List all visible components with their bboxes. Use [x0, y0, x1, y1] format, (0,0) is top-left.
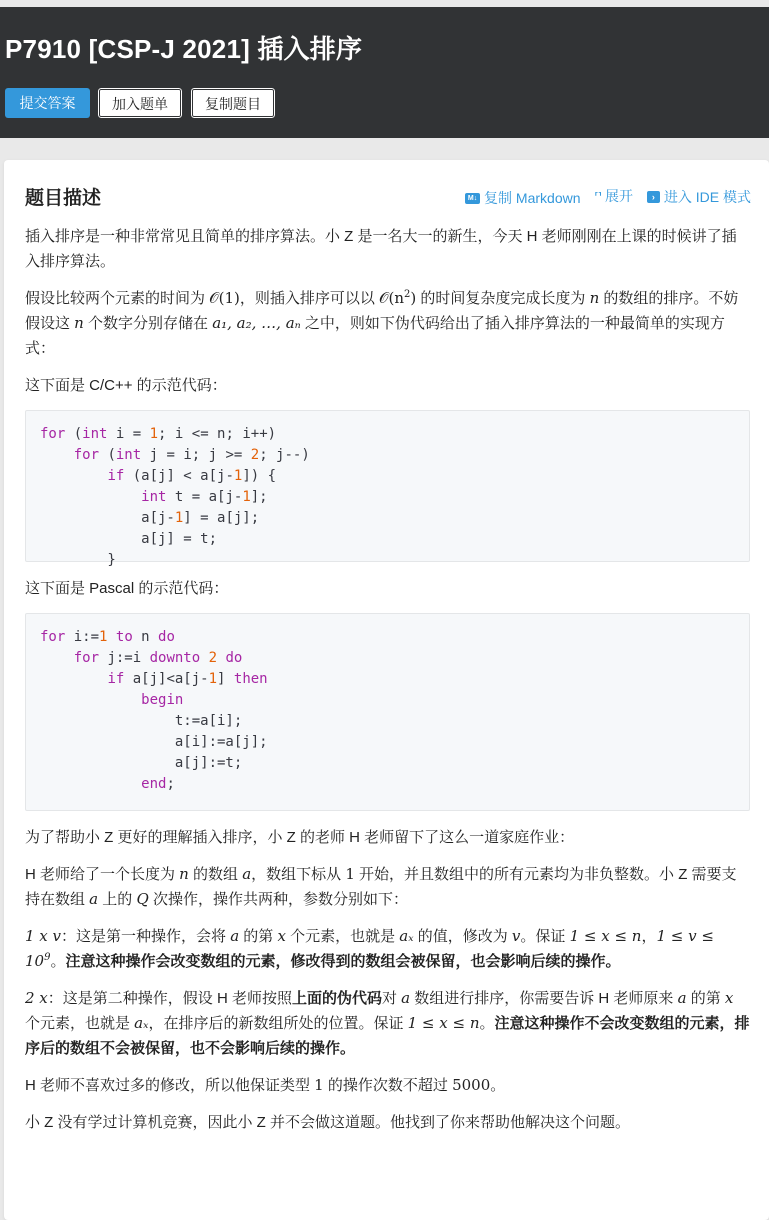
- paragraph-homework: 为了帮助小 Z 更好的理解插入排序，小 Z 的老师 H 老师留下了这么一道家庭作业：: [25, 829, 575, 846]
- code-line: if a[j]<a[j-1] then: [107, 671, 268, 687]
- problem-header: [0, 7, 769, 138]
- code-line: for (int j = i; j >= 2; j--): [73, 447, 310, 463]
- code-line: if (a[j] < a[j-1]) {: [107, 468, 277, 484]
- problem-description: [25, 224, 750, 1147]
- expand-icon: ⸢⸣: [594, 190, 601, 203]
- math-limit: 5000: [452, 1076, 491, 1094]
- copy-markdown-label: 复制 Markdown: [484, 190, 581, 206]
- ide-mode-label: 进入 IDE 模式: [663, 188, 751, 205]
- expand-label: 展开: [604, 188, 633, 204]
- math-on2: $𝒪(n^2)$: [379, 289, 417, 307]
- paragraph-closing: 小 Z 没有学过计算机竞赛，因此小 Z 并不会做这道题。他找到了你来帮助他解决这个问题。: [25, 1114, 630, 1131]
- math-sequence: a₁, a₂, …, aₙ: [212, 314, 301, 332]
- math-op2-label: 2 x: [25, 989, 48, 1007]
- code-line: begin: [141, 692, 184, 708]
- code-line: a[j-1] = a[j];: [40, 510, 260, 526]
- section-actions: [455, 186, 751, 208]
- code-line: a[j] = t;: [40, 531, 218, 547]
- submit-answer-button[interactable]: 提交答案: [5, 88, 90, 118]
- code-line: for i:=1 to n do: [40, 629, 175, 645]
- cpp-code-block[interactable]: [25, 410, 750, 568]
- section-title: 题目描述: [25, 188, 102, 209]
- math-o1: 𝒪(1): [209, 289, 240, 307]
- paragraph-operation-1: 1 x v：这是第一种操作，会将 a 的第 x 个元素，也就是 aₓ 的值，修改为 v。保证 1 ≤ x ≤ n，$1 \le v \le 10^9$。注意这种操作会改变数组的元素，修改得到的数组会被保留，也会影响后续的操作。: [25, 927, 714, 970]
- code-line: int t = a[j-1];: [141, 489, 268, 505]
- paragraph-cpp-intro: 这下面是 C/C++ 的示范代码：: [25, 377, 227, 394]
- paragraph-intro: 插入排序是一种非常常见且简单的排序算法。小 Z 是一名大一的新生，今天 H 老师刚刚在上课的时候讲了插入排序算法。: [25, 228, 737, 270]
- code-line: end;: [141, 776, 175, 792]
- markdown-icon: M↓: [465, 193, 480, 204]
- problem-card: [4, 160, 769, 1220]
- pascal-code-block[interactable]: [25, 613, 750, 811]
- paragraph-complexity: 假设比较两个元素的时间为 𝒪(1)，则插入排序可以以 $𝒪(n^2)$ 的时间复杂度完成长度为 n 的数组的排序。不妨假设这 n 个数字分别存储在 a₁, a₂, …, aₙ 之中，则如下伪代码给出了插入排序算法的一种最简单的实现方式：: [25, 289, 739, 357]
- paragraph-limit: H 老师不喜欢过多的修改，所以他保证类型 1 的操作次数不超过 5000。: [25, 1076, 506, 1094]
- expand-link[interactable]: [594, 186, 633, 206]
- paragraph-array-spec: H 老师给了一个长度为 n 的数组 a，数组下标从 1 开始，并且数组中的所有元素均为非负整数。小 Z 需要支持在数组 a 上的 Q 次操作，操作共两种，参数分别如下：: [25, 865, 737, 908]
- code-line: for (int i = 1; i <= n; i++): [40, 426, 277, 442]
- code-line: t:=a[i];: [40, 713, 243, 729]
- paragraph-operation-2: 2 x：这是第二种操作，假设 H 老师按照上面的伪代码对 a 数组进行排序，你需要告诉 H 老师原来 a 的第 x 个元素，也就是 aₓ，在排序后的新数组所处的位置。保证 1 ≤ x ≤ n。注意这种操作不会改变数组的元素，排序后的数组不会被保留，也不会影响后续的操作。: [25, 989, 750, 1057]
- paragraph-pascal-intro: 这下面是 Pascal 的示范代码：: [25, 580, 229, 597]
- problem-title: P7910 [CSP-J 2021] 插入排序: [5, 34, 363, 64]
- terminal-icon: ›: [647, 191, 660, 203]
- math-cond-v: $1 \le v \le 10^9$: [25, 927, 714, 970]
- code-line: a[j]:=t;: [40, 755, 243, 771]
- code-line: }: [40, 552, 116, 568]
- code-line: a[i]:=a[j];: [40, 734, 268, 750]
- copy-markdown-link[interactable]: [465, 188, 580, 208]
- copy-problem-button[interactable]: 复制题目: [191, 88, 275, 118]
- ide-mode-link[interactable]: [647, 187, 751, 207]
- math-op1-label: 1 x v: [25, 927, 62, 945]
- code-line: for j:=i downto 2 do: [73, 650, 243, 666]
- add-to-list-button[interactable]: 加入题单: [98, 88, 182, 118]
